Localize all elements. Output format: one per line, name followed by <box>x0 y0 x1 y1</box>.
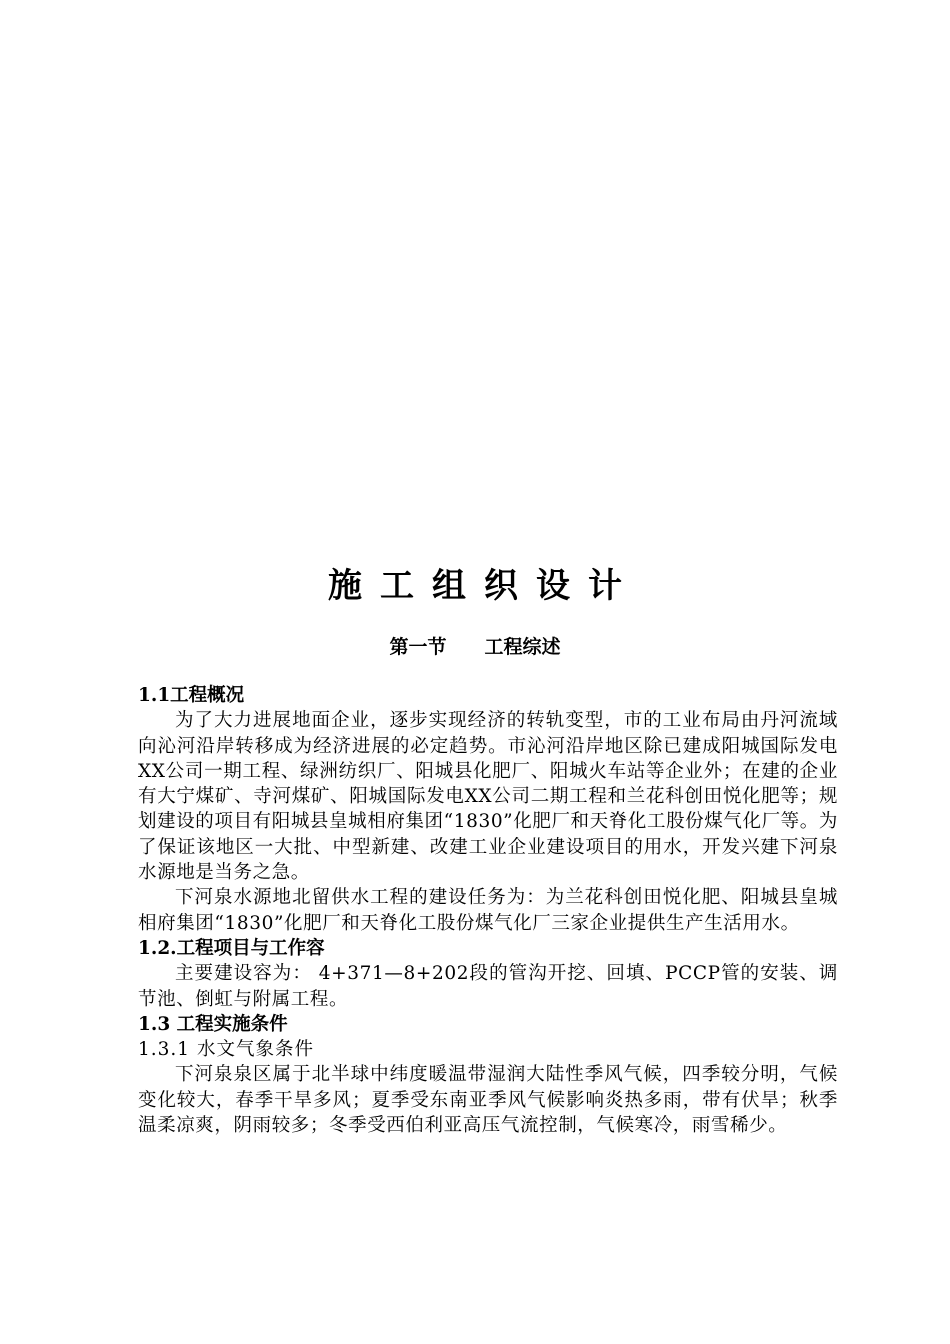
section-name: 工程综述 <box>484 636 561 658</box>
document-body <box>138 683 838 1138</box>
paragraph-scope: 主要建设容为： 4+371—8+202段的管沟开挖、回填、PCCP管的安装、调节池、倒虹与附属工程。 <box>138 963 838 1010</box>
paragraph-climate: 下河泉泉区属于北半球中纬度暖温带湿润大陆性季风气候，四季较分明，气候变化较大，春季干旱多风；夏季受东南亚季风气候影响炎热多雨，带有伏旱；秋季温柔凉爽，阴雨较多；冬季受西伯利亚高压气流控制，气候寒冷，雨雪稀少。 <box>138 1064 838 1137</box>
heading-1-3-1: 1.3.1 水文气象条件 <box>138 1039 314 1061</box>
heading-1-2: 1.2.工程项目与工作容 <box>138 937 325 959</box>
heading-1-1: 1.1工程概况 <box>138 685 245 706</box>
heading-1-3: 1.3 工程实施条件 <box>138 1013 288 1035</box>
document-title: 施工组织设计 <box>328 566 640 606</box>
section-number: 第一节 <box>389 636 447 658</box>
paragraph-task: 下河泉水源地北留供水工程的建设任务为：为兰花科创田悦化肥、阳城县皇城相府集团“1830”化肥厂和天脊化工股份煤气化厂三家企业提供生产生活用水。 <box>138 887 838 934</box>
paragraph-overview: 为了大力进展地面企业，逐步实现经济的转轨变型，市的工业布局由丹河流域向沁河沿岸转移成为经济进展的必定趋势。市沁河沿岸地区除已建成阳城国际发电XX公司一期工程、绿洲纺织厂、阳城县化肥厂、阳城火车站等企业外；在建的企业有大宁煤矿、寺河煤矿、阳城国际发电XX公司二期工程和兰花科创田悦化肥等；规划建设的项目有阳城县皇城相府集团“1830”化肥厂和天脊化工股份煤气化厂等。为了保证该地区一大批、中型新建、改建工业企业建设项目的用水，开发兴建下河泉水源地是当务之急。 <box>138 710 838 884</box>
section-heading <box>0 632 950 662</box>
